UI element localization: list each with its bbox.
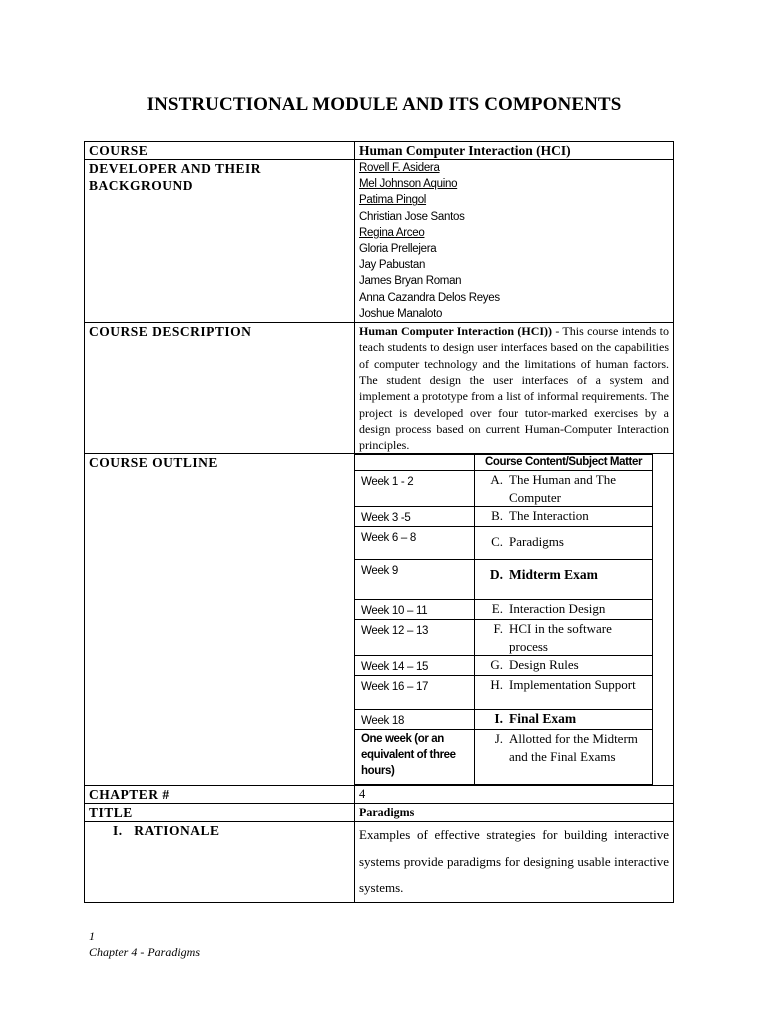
outline-row-item — [355, 560, 653, 600]
description-row — [85, 323, 674, 454]
outline-week-header — [355, 455, 475, 471]
developer-name: Regina Arceo — [359, 226, 425, 239]
outline-letter: J. — [494, 731, 503, 747]
outline-table — [354, 454, 653, 785]
outline-week: Week 16 – 17 — [355, 676, 475, 710]
developer-name: James Bryan Roman — [359, 275, 462, 288]
description-label: COURSE DESCRIPTION — [85, 323, 355, 454]
outline-content-cell — [475, 560, 653, 600]
outline-content: Midterm Exam — [509, 567, 598, 583]
developers-label: DEVELOPER AND THEIR BACKGROUND — [85, 160, 355, 323]
rationale-label: I. RATIONALE — [85, 822, 355, 903]
outline-letter: H. — [490, 677, 503, 693]
outline-content-cell — [475, 471, 653, 507]
outline-week: Week 9 — [355, 560, 475, 600]
outline-content-cell — [475, 527, 653, 560]
outline-row-item — [355, 676, 653, 710]
developer-name: Mel Johnson Aquino — [359, 178, 458, 191]
outline-letter: D. — [489, 567, 503, 583]
course-value: Human Computer Interaction (HCI) — [355, 142, 674, 160]
developers-row — [85, 160, 674, 323]
outline-content-header: Course Content/Subject Matter — [475, 455, 653, 471]
outline-content: The Interaction — [509, 508, 589, 524]
module-table — [84, 141, 674, 903]
outline-content-cell — [475, 656, 653, 676]
outline-content: Paradigms — [509, 534, 564, 550]
outline-letter: G. — [490, 657, 503, 673]
outline-week: Week 12 – 13 — [355, 620, 475, 656]
course-row — [85, 142, 674, 160]
chapter-row — [85, 786, 674, 804]
outline-content-cell — [475, 710, 653, 730]
developer-name: Jay Pabustan — [359, 259, 426, 272]
outline-letter: B. — [491, 508, 503, 524]
outline-week: Week 18 — [355, 710, 475, 730]
description-text — [355, 323, 674, 454]
outline-row-item — [355, 527, 653, 560]
footer-chapter: Chapter 4 - Paradigms — [89, 945, 200, 959]
chapter-label: CHAPTER # — [85, 786, 355, 804]
outline-content-cell — [475, 730, 653, 785]
outline-week: Week 14 – 15 — [355, 656, 475, 676]
outline-content: Allotted for the Midterm and the Final Exams — [509, 731, 638, 764]
outline-content-cell — [475, 600, 653, 620]
outline-content: Interaction Design — [509, 601, 606, 617]
outline-row-item — [355, 730, 653, 785]
outline-content-cell — [475, 620, 653, 656]
outline-cell — [355, 454, 674, 786]
description-body: - This course intends to teach students to design user interfaces based on the capabilities of computer technology and the limitations of human factors. The student design the user interfaces of a system and implement a prototype from a list of informal requirements. The project is developed over four tutor-marked exercises by a design process based on current Human-Computer Interaction principles. — [359, 324, 669, 453]
outline-week: Week 6 – 8 — [355, 527, 475, 560]
rationale-text: Examples of effective strategies for building interactive systems provide paradigms for designing usable interactive systems. — [355, 822, 674, 903]
title-value: Paradigms — [355, 804, 674, 822]
chapter-value: 4 — [355, 786, 674, 804]
outline-letter: A. — [490, 472, 503, 488]
developer-name: Anna Cazandra Delos Reyes — [359, 291, 500, 304]
outline-week: One week (or an equivalent of three hours) — [355, 730, 475, 785]
outline-label: COURSE OUTLINE — [85, 454, 355, 786]
footer-page-number: 1 — [89, 929, 95, 943]
outline-content: HCI in the software process — [509, 621, 612, 654]
outline-week: Week 3 -5 — [355, 507, 475, 527]
developer-list — [355, 160, 674, 323]
developer-name: Rovell F. Asidera — [359, 162, 440, 174]
outline-row-item — [355, 620, 653, 656]
developer-name: Joshue Manaloto — [359, 307, 443, 320]
outline-row — [85, 454, 674, 786]
outline-letter: C. — [491, 534, 503, 550]
title-row — [85, 804, 674, 822]
outline-row-item — [355, 710, 653, 730]
outline-row-item — [355, 471, 653, 507]
outline-content-cell — [475, 676, 653, 710]
outline-letter: F. — [493, 621, 503, 637]
developer-name: Patima Pingol — [359, 194, 427, 207]
outline-content: Design Rules — [509, 657, 579, 673]
rationale-row — [85, 822, 674, 903]
outline-letter: I. — [494, 711, 503, 727]
outline-row-item — [355, 600, 653, 620]
course-label: COURSE — [85, 142, 355, 160]
outline-content: Implementation Support — [509, 677, 636, 693]
outline-row-item — [355, 656, 653, 676]
outline-content: The Human and The Computer — [509, 472, 616, 505]
outline-letter: E. — [491, 601, 503, 617]
outline-week: Week 1 - 2 — [355, 471, 475, 507]
developer-name: Christian Jose Santos — [359, 210, 465, 223]
outline-content: Final Exam — [509, 711, 577, 727]
description-lead: Human Computer Interaction (HCI)) — [359, 324, 553, 339]
title-label: TITLE — [85, 804, 355, 822]
document-title: INSTRUCTIONAL MODULE AND ITS COMPONENTS — [146, 94, 622, 115]
outline-row-item — [355, 507, 653, 527]
outline-content-cell — [475, 507, 653, 527]
outline-week: Week 10 – 11 — [355, 600, 475, 620]
developer-name: Gloria Prellejera — [359, 243, 437, 256]
